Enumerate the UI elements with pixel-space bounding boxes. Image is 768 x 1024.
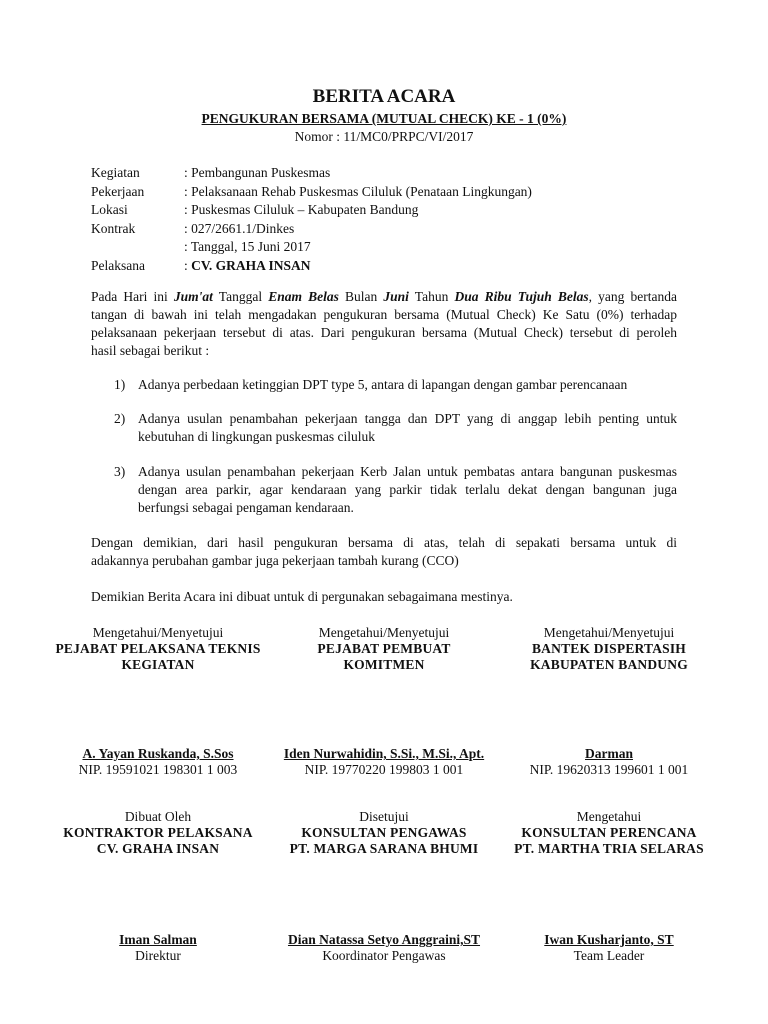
item-line: Adanya usulan penambahan pekerjaan tangga dan DPT yang di anggap lebih penting untuk: [138, 411, 677, 426]
info-value: : 027/2661.1/Dinkes: [184, 220, 295, 236]
signatory: [38, 932, 278, 964]
conclusion-paragraph: [91, 534, 677, 570]
signatory: [489, 746, 729, 778]
signatory-nip: NIP. 19770220 199803 1 001: [304, 762, 464, 777]
conclusion-line: adakannya perubahan gambar juga pekerjaan tambah kurang (CCO): [91, 553, 459, 568]
info-value: : Tanggal, 15 Juni 2017: [184, 239, 311, 254]
intro-text: , yang bertanda: [588, 289, 678, 304]
signature-block: [264, 809, 504, 857]
closing-paragraph: [91, 588, 677, 606]
signatory-name: A. Yayan Ruskanda, S.Sos: [82, 746, 234, 761]
signature-caption: Mengetahui: [576, 809, 642, 824]
signatory-title: Direktur: [135, 948, 181, 963]
item-text: [138, 376, 677, 394]
signature-block: [38, 809, 278, 857]
signatory-name: Iman Salman: [119, 932, 197, 947]
info-value-prefix: :: [184, 257, 192, 273]
signature-role: KONSULTAN PERENCANA: [521, 825, 697, 840]
signatory-name: Iden Nurwahidin, S.Si., M.Si., Apt.: [283, 746, 485, 761]
signature-block: [264, 625, 504, 673]
info-value: : Pelaksanaan Rehab Puskesmas Ciluluk (Penataan Lingkungan): [184, 183, 532, 199]
info-label: Kegiatan: [91, 165, 140, 180]
intro-paragraph: [91, 288, 677, 360]
signature-role: KABUPATEN BANDUNG: [530, 657, 688, 672]
signatory: [489, 932, 729, 964]
signatory-title: Koordinator Pengawas: [322, 948, 446, 963]
signatory-nip: NIP. 19620313 199601 1 001: [529, 762, 689, 777]
signatory: [38, 746, 278, 778]
intro-date: Enam Belas: [268, 289, 339, 304]
intro-text: Bulan: [338, 289, 384, 304]
intro-text: Tanggal: [212, 289, 269, 304]
signatory-name: Darman: [585, 746, 633, 761]
signatory: [264, 746, 504, 778]
signatory-name: Iwan Kusharjanto, ST: [544, 932, 674, 947]
signature-role: PT. MARGA SARANA BHUMI: [289, 841, 479, 856]
signature-caption: Dibuat Oleh: [124, 809, 192, 824]
contractor-name: CV. GRAHA INSAN: [191, 257, 311, 273]
signatory-nip: NIP. 19591021 198301 1 003: [78, 762, 238, 777]
item-line: berfungsi sebagai pengaman kendaraan.: [138, 500, 354, 515]
info-label: Pekerjaan: [91, 183, 145, 199]
signature-caption: Mengetahui/Menyetujui: [92, 625, 224, 640]
info-value: : Pembangunan Puskesmas: [184, 165, 331, 180]
signature-role: KONTRAKTOR PELAKSANA: [63, 825, 253, 840]
intro-day: Jum'at: [173, 289, 213, 304]
signature-role: KOMITMEN: [343, 657, 425, 672]
info-value: [184, 258, 311, 274]
signature-block: [38, 625, 278, 673]
item-line: Adanya perbedaan ketinggian DPT type 5, antara di lapangan dengan gambar perencanaan: [138, 377, 628, 392]
signature-role: PEJABAT PEMBUAT: [317, 641, 451, 656]
signatory-title: Team Leader: [573, 948, 645, 963]
document-subtitle: PENGUKURAN BERSAMA (MUTUAL CHECK) KE - 1 (0%): [201, 111, 567, 126]
intro-text: Tahun: [408, 289, 455, 304]
intro-line: hasil sebagai berikut :: [91, 343, 210, 358]
signatory-name: Dian Natassa Setyo Anggraini,ST: [287, 932, 481, 947]
signature-block: [489, 625, 729, 673]
signature-role: PT. MARTHA TRIA SELARAS: [514, 841, 704, 856]
signature-caption: Disetujui: [359, 809, 409, 824]
info-label: Kontrak: [91, 220, 136, 236]
item-line: Adanya usulan penambahan pekerjaan Kerb Jalan untuk pembatas antara bangunan puskesmas: [138, 464, 677, 479]
info-value: : Puskesmas Ciluluk – Kabupaten Bandung: [184, 202, 419, 217]
intro-month: Juni: [383, 289, 409, 304]
signature-caption: Mengetahui/Menyetujui: [318, 625, 450, 640]
signature-role: KEGIATAN: [121, 657, 195, 672]
signatory: [264, 932, 504, 964]
conclusion-line: Dengan demikian, dari hasil pengukuran bersama di atas, telah di sepakati bersama untuk di: [91, 535, 677, 550]
closing-line: Demikian Berita Acara ini dibuat untuk di pergunakan sebagaimana mestinya.: [91, 589, 513, 604]
document-title: BERITA ACARA: [312, 86, 456, 107]
intro-year: Dua Ribu Tujuh Belas: [454, 289, 589, 304]
item-line: kebutuhan di lingkungan puskesmas ciluluk: [138, 429, 375, 444]
signature-role: BANTEK DISPERTASIH: [531, 641, 687, 656]
intro-line: pelaksanaan pekerjaan tersebut di atas. Dari pengukuran bersama (Mutual Check) tersebut di peroleh: [91, 325, 677, 340]
item-line: dengan area parkir, agar kendaraan yang parkir tidak terlalu dekat dengan bangunan juga: [138, 482, 677, 497]
signature-role: PEJABAT PELAKSANA TEKNIS: [55, 641, 261, 656]
item-text: [138, 410, 677, 446]
signature-caption: Mengetahui/Menyetujui: [543, 625, 675, 640]
item-text: [138, 463, 677, 517]
signature-block: [489, 809, 729, 857]
info-label: Pelaksana: [91, 257, 145, 273]
item-number: 2): [114, 411, 126, 426]
intro-line: [91, 288, 677, 306]
info-label: Lokasi: [91, 202, 128, 217]
intro-text: Pada Hari ini: [91, 289, 174, 304]
item-number: 1): [114, 377, 126, 392]
item-number: 3): [114, 464, 126, 479]
document-number: Nomor : 11/MC0/PRPC/VI/2017: [294, 129, 474, 144]
signature-role: KONSULTAN PENGAWAS: [301, 825, 467, 840]
signature-role: CV. GRAHA INSAN: [96, 841, 220, 856]
intro-line: tangan di bawah ini telah mengadakan pengukuran bersama (Mutual Check) Ke Satu (0%) terhadap: [91, 307, 677, 322]
